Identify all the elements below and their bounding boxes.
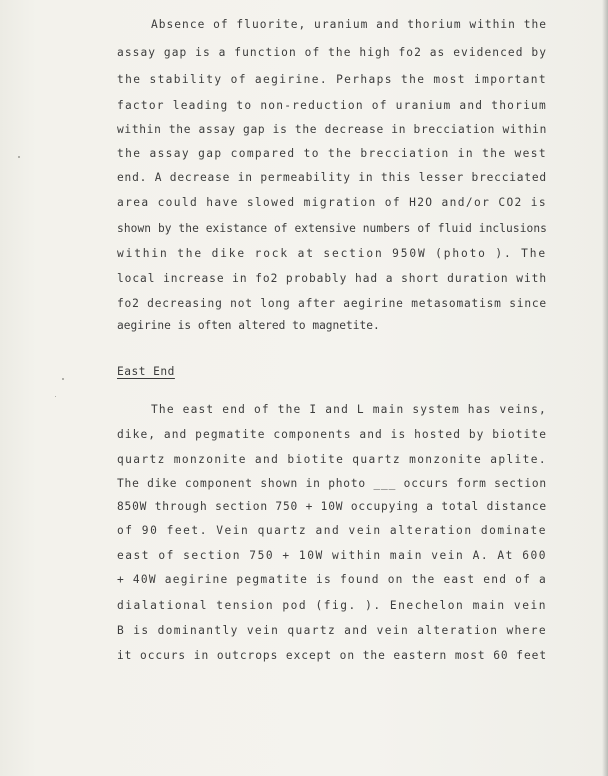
- text-line: within the assay gap is the decrease in brecciation within: [117, 123, 547, 136]
- text-line: 850W through section 750 + 10W occupying a total distance: [117, 500, 547, 513]
- section-heading: East End: [117, 365, 175, 378]
- text-line: assay gap is a function of the high fo2 as evidenced by: [117, 46, 548, 59]
- text-line: of 90 feet. Vein quartz and vein alteration dominate: [117, 524, 548, 537]
- text-line: quartz monzonite and biotite quartz monzonite aplite.: [117, 453, 548, 466]
- text-line: the stability of aegirine. Perhaps the most important: [117, 73, 548, 86]
- text-line: dialational tension pod (fig. ). Enechelon main vein: [117, 599, 548, 612]
- page-edge-shadow: [602, 0, 608, 776]
- text-line: + 40W aegirine pegmatite is found on the east end of a: [117, 573, 547, 586]
- text-line: B is dominantly vein quartz and vein alteration where: [117, 624, 548, 637]
- text-line: it occurs in outcrops except on the eastern most 60 feet: [117, 649, 547, 662]
- text-line: dike, and pegmatite components and is hosted by biotite: [117, 428, 548, 441]
- paper-speck: [55, 396, 56, 397]
- paper-speck: [62, 378, 64, 380]
- text-line: east of section 750 + 10W within main vein A. At 600: [117, 549, 548, 562]
- text-line: within the dike rock at section 950W (photo ). The: [117, 247, 547, 260]
- text-line: the assay gap compared to the brecciation in the west: [117, 147, 548, 160]
- text-line: aegirine is often altered to magnetite.: [117, 319, 380, 332]
- text-line: end. A decrease in permeability in this lesser brecciated: [117, 171, 547, 184]
- paper-speck: [18, 156, 20, 158]
- text-line: Absence of fluorite, uranium and thorium within the: [151, 18, 547, 31]
- text-line: shown by the existance of extensive numbers of fluid inclusions: [117, 222, 548, 235]
- text-line: fo2 decreasing not long after aegirine metasomatism since: [117, 297, 547, 310]
- text-line: The east end of the I and L main system has veins,: [151, 403, 547, 416]
- text-line: The dike component shown in photo ___ occurs form section: [117, 477, 547, 490]
- text-line: area could have slowed migration of H2O and/or CO2 is: [117, 196, 548, 209]
- text-line: factor leading to non-reduction of uranium and thorium: [117, 99, 547, 112]
- text-line: local increase in fo2 probably had a short duration with: [117, 272, 547, 285]
